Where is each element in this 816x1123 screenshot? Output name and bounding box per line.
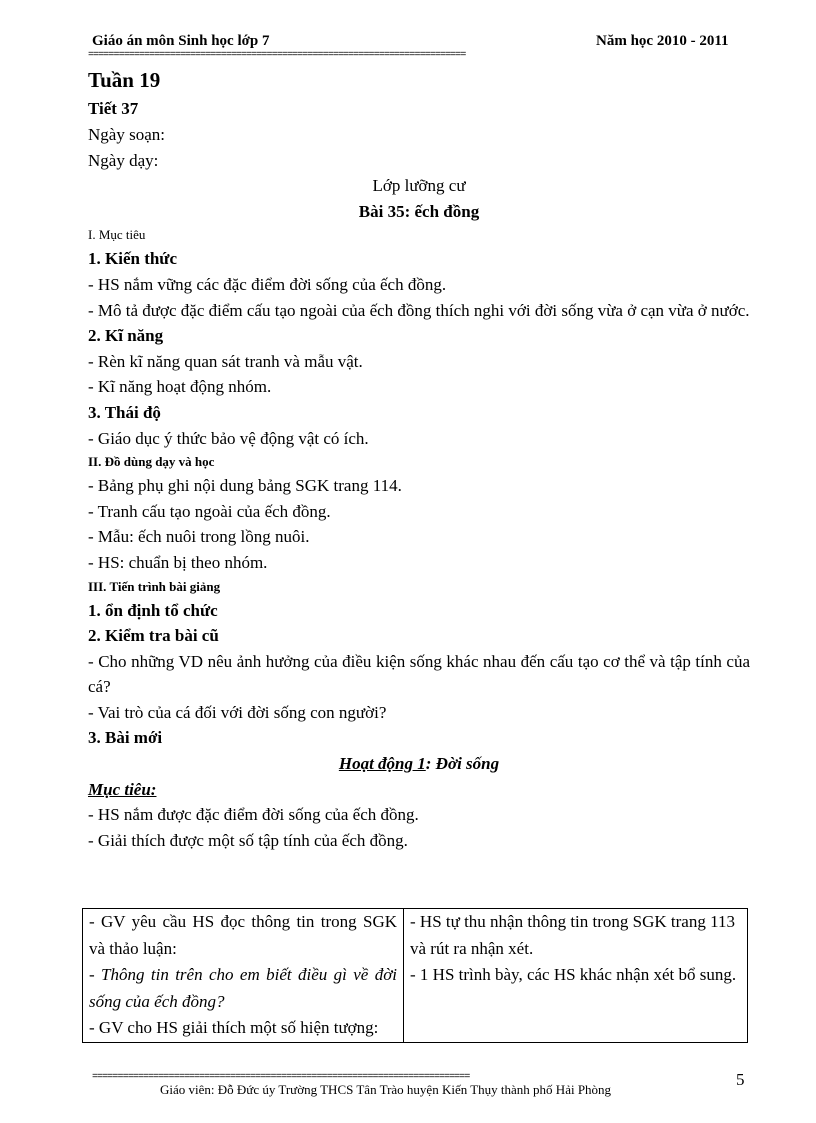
materials-item: - HS: chuẩn bị theo nhóm. <box>88 552 268 572</box>
footer-author: Giáo viên: Đỗ Đức úy Trường THCS Tân Trào huyện Kiến Thụy thành phố Hải Phòng <box>160 1082 612 1097</box>
review-item: - Vai trò của cá đối với đời sống con người? <box>88 702 387 722</box>
attitude-item: - Giáo dục ý thức bảo vệ động vật có ích. <box>88 428 369 448</box>
knowledge-item: - Mô tả được đặc điểm cấu tạo ngoài của ếch đồng thích nghi với đời sống vừa ở cạn vừa ở nước. <box>88 300 750 320</box>
class-title: Lớp lưỡng cư <box>372 176 466 196</box>
skills-item: - Kĩ năng hoạt động nhóm. <box>88 377 272 397</box>
student-column <box>404 909 748 1043</box>
footer-rule: ========================================================================== <box>92 1073 470 1083</box>
activity-table <box>82 908 748 1043</box>
prep-date: Ngày soạn: <box>88 125 165 144</box>
header-subject: Giáo án môn Sinh học lớp 7 <box>92 33 270 49</box>
period-label: Tiết 37 <box>88 99 139 118</box>
attitude-heading: 3. Thái độ <box>88 402 161 422</box>
materials-item: - Tranh cấu tạo ngoài của ếch đồng. <box>88 501 331 521</box>
table-row <box>83 909 748 1043</box>
teacher-question: - Thông tin trên cho em biết điều gì về đời sống của ếch đồng? <box>89 965 397 1011</box>
step-review: 2. Kiểm tra bài cũ <box>88 626 219 646</box>
goal-item: - HS nắm được đặc điểm đời sống của ếch đồng. <box>88 805 419 825</box>
materials-item: - Mẫu: ếch nuôi trong lồng nuôi. <box>88 527 310 547</box>
header-rule: ========================================================================== <box>88 51 466 61</box>
step-new-lesson: 3. Bài mới <box>88 728 163 748</box>
knowledge-heading: 1. Kiến thức <box>88 249 178 269</box>
header-school-year: Năm học 2010 - 2011 <box>596 33 729 49</box>
page-number: 5 <box>736 1070 745 1089</box>
goal-item: - Giải thích được một số tập tính của ếch đồng. <box>88 830 408 850</box>
objectives-heading: I. Mục tiêu <box>88 227 146 243</box>
teach-date: Ngày dạy: <box>88 150 159 170</box>
process-heading: III. Tiến trình bài giảng <box>88 578 221 594</box>
teacher-column <box>83 909 404 1043</box>
skills-heading: 2. Kĩ năng <box>88 326 164 346</box>
student-step: - HS tự thu nhận thông tin trong SGK trang 113 và rút ra nhận xét. <box>410 912 735 958</box>
lesson-body <box>88 66 750 853</box>
teacher-step: - GV yêu cầu HS đọc thông tin trong SGK và thảo luận: <box>89 912 397 958</box>
goal-heading: Mục tiêu: <box>88 779 157 799</box>
activity-title-number: Hoạt động 1 <box>338 754 426 774</box>
lesson-title: Bài 35: ếch đồng <box>358 201 480 221</box>
knowledge-item: - HS nắm vững các đặc điểm đời sống của ếch đồng. <box>88 274 447 294</box>
activity-title-topic: : Đời sống <box>425 754 500 774</box>
activity-title <box>88 751 750 777</box>
teacher-step: - GV cho HS giải thích một số hiện tượng: <box>89 1018 379 1037</box>
materials-heading: II. Đồ dùng dạy và học <box>88 454 215 470</box>
materials-item: - Bảng phụ ghi nội dung bảng SGK trang 114. <box>88 476 402 496</box>
step-organize: 1. ổn định tổ chức <box>88 600 218 620</box>
student-step: - 1 HS trình bày, các HS khác nhận xét bổ sung. <box>410 965 737 984</box>
week-label: Tuần 19 <box>88 68 161 92</box>
skills-item: - Rèn kĩ năng quan sát tranh và mẫu vật. <box>88 351 363 371</box>
review-item: - Cho những VD nêu ảnh hưởng của điều kiện sống khác nhau đến cấu tạo cơ thể và tập tính của cá? <box>88 651 750 697</box>
